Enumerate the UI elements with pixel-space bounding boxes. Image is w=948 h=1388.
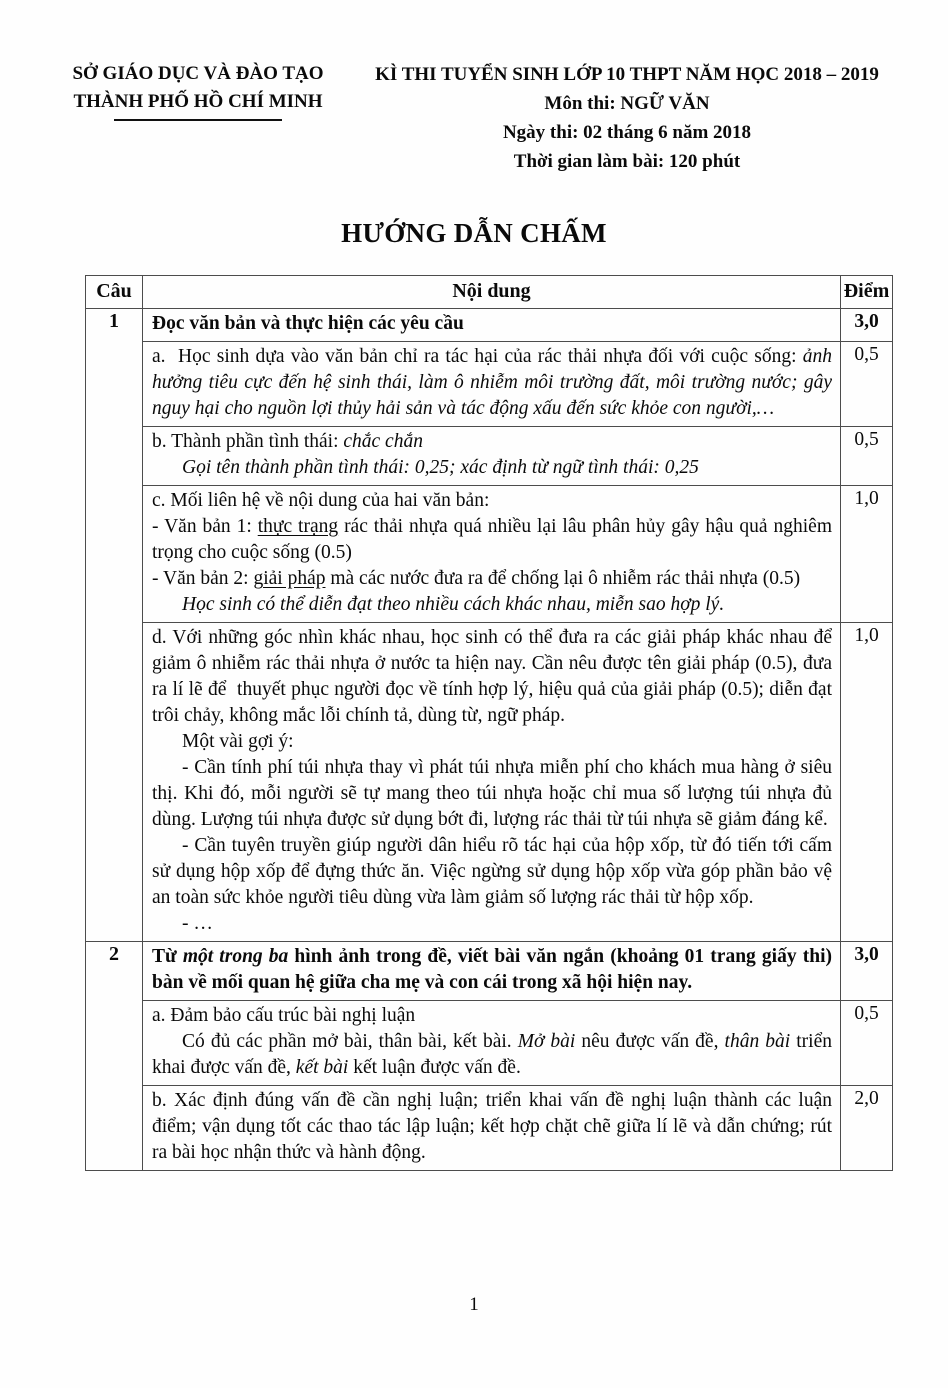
table-row — [86, 942, 893, 1001]
table-header-row — [86, 276, 893, 309]
document-header — [0, 0, 948, 176]
content-paragraph: c. Mối liên hệ về nội dung của hai văn bản: — [152, 490, 490, 511]
score-cell: 2,0 — [841, 1086, 893, 1171]
content-paragraph: b. Thành phần tình thái: chắc chắn — [152, 431, 423, 452]
content-cell — [143, 1086, 841, 1171]
table-row — [86, 309, 893, 342]
table-row — [86, 427, 893, 486]
page-number: 1 — [469, 1294, 479, 1315]
table-row — [86, 342, 893, 427]
content-paragraph: - … — [182, 913, 213, 934]
content-paragraph: - Cần tuyên truyền giúp người dân hiểu rõ tác hại của hộp xốp, từ đó tiến tới cấm sử dụng hộp xốp để đựng thức ăn. Việc ngừng sử dụng hộp xốp vừa góp phần bảo vệ an toàn sức khỏe người tiêu dùng vừa làm giảm số lượng rác thải từ hộp xốp. — [152, 835, 832, 908]
score-cell: 1,0 — [841, 623, 893, 942]
content-paragraph: a. Đảm bảo cấu trúc bài nghị luận — [152, 1005, 416, 1026]
content-paragraph: Có đủ các phần mở bài, thân bài, kết bài. Mở bài nêu được vấn đề, thân bài triển khai được vấn đề, kết bài kết luận được vấn đề. — [152, 1031, 832, 1078]
exam-duration: Thời gian làm bài: 120 phút — [513, 151, 741, 172]
rubric-table — [85, 275, 893, 1171]
content-paragraph: - Cần tính phí túi nhựa thay vì phát túi nhựa miễn phí cho khách mua hàng ở siêu thị. Khi đó, mỗi người sẽ tự mang theo túi nhựa hoặc chỉ mua số lượng túi nhựa đủ dùng. Lượng túi nhựa được sử dụng bớt đi, lượng rác thải từ túi nhựa sẽ giảm đáng kể. — [152, 757, 832, 830]
score-cell: 1,0 — [841, 486, 893, 623]
content-paragraph: a. Học sinh dựa vào văn bản chỉ ra tác hại của rác thải nhựa đối với cuộc sống: ảnh hưởng tiêu cực đến hệ sinh thái, làm ô nhiễm môi trường đất, môi trường nước; gây nguy hại cho nguồn lợi thủy hải sản và tác động xấu đến sức khỏe con người,… — [152, 346, 832, 419]
content-cell — [143, 427, 841, 486]
question-number-cell: 2 — [86, 942, 143, 1171]
content-cell — [143, 342, 841, 427]
exam-date: Ngày thi: 02 tháng 6 năm 2018 — [502, 122, 752, 143]
content-cell — [143, 942, 841, 1001]
content-paragraph: Từ một trong ba hình ảnh trong đề, viết bài văn ngắn (khoảng 01 trang giấy thi) bàn về mối quan hệ giữa cha mẹ và con cái trong xã hội hiện nay. — [152, 946, 832, 993]
rubric-table-body — [86, 309, 893, 1171]
issuer-line-2: THÀNH PHỐ HỒ CHÍ MINH — [73, 91, 323, 112]
exam-subject: Môn thi: NGỮ VĂN — [544, 93, 710, 114]
content-paragraph: Đọc văn bản và thực hiện các yêu cầu — [152, 313, 464, 334]
content-paragraph: Một vài gợi ý: — [182, 731, 294, 752]
content-cell — [143, 486, 841, 623]
score-cell: 3,0 — [841, 309, 893, 342]
content-paragraph: Gọi tên thành phần tình thái: 0,25; xác định từ ngữ tình thái: 0,25 — [182, 457, 699, 478]
table-row — [86, 1001, 893, 1086]
col-header-question: Câu — [86, 276, 143, 309]
issuer-line-1: SỞ GIÁO DỤC VÀ ĐÀO TẠO — [72, 63, 324, 84]
page-title: HƯỚNG DẪN CHẤM — [341, 218, 607, 248]
table-row — [86, 623, 893, 942]
score-cell: 3,0 — [841, 942, 893, 1001]
exam-title: KÌ THI TUYỂN SINH LỚP 10 THPT NĂM HỌC 2018 – 2019 — [375, 64, 879, 85]
content-paragraph: Học sinh có thể diễn đạt theo nhiều cách khác nhau, miễn sao hợp lý. — [182, 594, 725, 615]
issuer-underline — [114, 119, 282, 121]
content-paragraph: - Văn bản 1: thực trạng rác thải nhựa quá nhiều lại lâu phân hủy gây hậu quả nghiêm trọng cho cuộc sống (0.5) — [152, 516, 833, 563]
content-cell — [143, 309, 841, 342]
score-cell: 0,5 — [841, 342, 893, 427]
table-row — [86, 486, 893, 623]
content-cell — [143, 623, 841, 942]
exam-info-block — [332, 60, 948, 176]
col-header-score: Điểm — [841, 276, 893, 309]
content-cell — [143, 1001, 841, 1086]
col-header-content: Nội dung — [143, 276, 841, 309]
issuer-block — [64, 60, 332, 176]
content-paragraph: b. Xác định đúng vấn đề cần nghị luận; triển khai vấn đề nghị luận thành các luận điểm; vận dụng tốt các thao tác lập luận; kết hợp chặt chẽ giữa lí lẽ và dẫn chứng; rút ra bài học nhận thức và hành động. — [152, 1090, 832, 1163]
score-cell: 0,5 — [841, 427, 893, 486]
content-paragraph: - Văn bản 2: giải pháp mà các nước đưa ra để chống lại ô nhiễm rác thải nhựa (0.5) — [152, 568, 801, 589]
score-cell: 0,5 — [841, 1001, 893, 1086]
question-number-cell: 1 — [86, 309, 143, 942]
content-paragraph: d. Với những góc nhìn khác nhau, học sinh có thể đưa ra các giải pháp khác nhau để giảm ô nhiễm rác thải nhựa ở nước ta hiện nay. Cần nêu được tên giải pháp (0.5), đưa ra lí lẽ để thuyết phục người đọc về tính hợp lý, hiệu quả của giải pháp (0.5); diễn đạt trôi chảy, không mắc lỗi chính tả, dùng từ, ngữ pháp. — [152, 627, 832, 726]
table-row — [86, 1086, 893, 1171]
